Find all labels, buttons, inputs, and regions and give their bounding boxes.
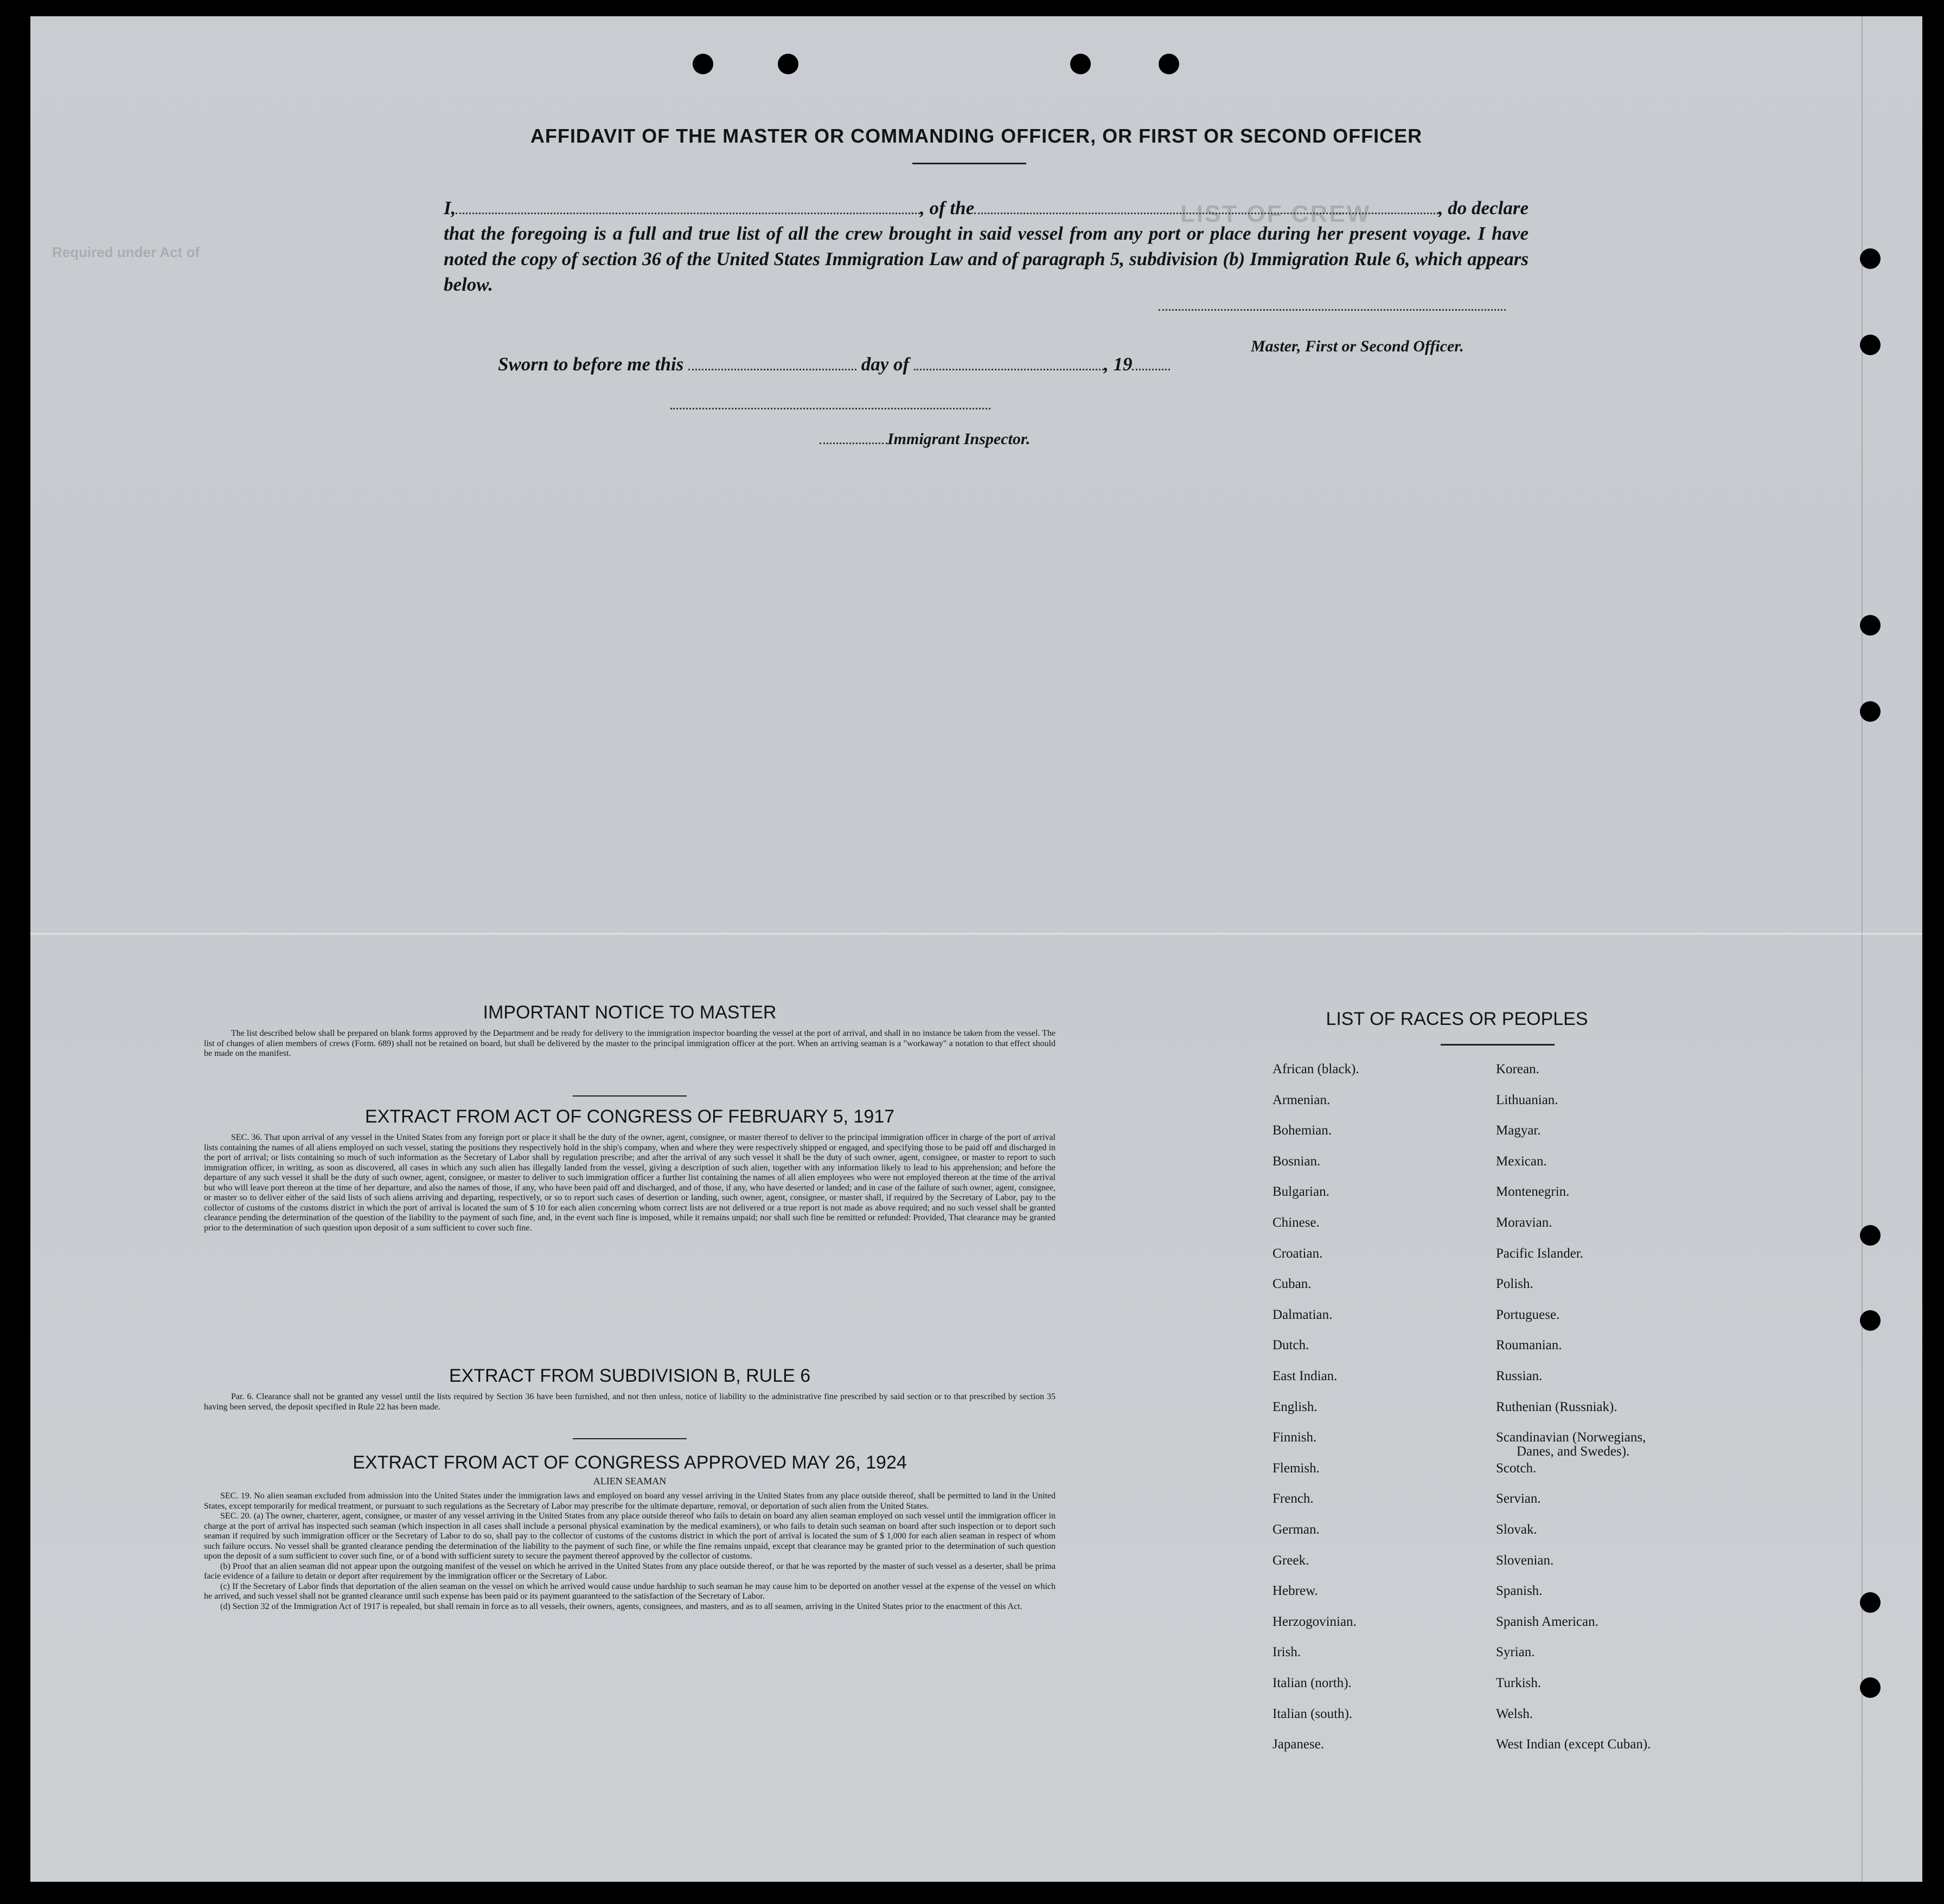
binder-hole bbox=[1860, 615, 1881, 636]
race-item: East Indian. bbox=[1272, 1369, 1338, 1383]
binder-hole bbox=[1860, 335, 1881, 355]
race-item-continuation: Danes, and Swedes). bbox=[1517, 1444, 1630, 1459]
month-blank[interactable] bbox=[914, 354, 1104, 370]
sworn-label: Sworn to before me this bbox=[498, 354, 684, 375]
inspector-blank[interactable] bbox=[820, 427, 887, 444]
race-item: Mexican. bbox=[1496, 1153, 1547, 1169]
year-blank[interactable] bbox=[1132, 354, 1170, 370]
races-title: LIST OF RACES OR PEOPLES bbox=[1326, 1009, 1588, 1029]
race-item: Herzogovinian. bbox=[1272, 1614, 1357, 1629]
extract-1917-text: SEC. 36. That upon arrival of any vessel in the United States from any foreign port or place it shall be the duty of the owner, agent, consignee, or master thereof to deliver to the principal immigration officer in charge of the port of arrival lists containing the names of all aliens employed on such vessel, stating the positions they respectively hold in the ship's company, when and where they were respectively shipped or engaged, and specifying those to be paid off and discharged in the port of arrival; or lists containing so much of such information as the Secretary of Labor shall by regulation prescribe; and after the arrival of any such vessel it shall be the duty of such owner, agent, consignee, or master to report to such immigration officer, in writing, as soon as discovered, all cases in which any such alien has illegally landed from the vessel, giving a description of such alien, together with any information likely to lead to his apprehension; and before the departure of any such vessel it shall be the duty of such owner, agent, consignee, or master to deliver to such immigration officer a further list containing the names of all alien employees who were not employed thereon at the time of the arrival but who will leave port thereon at the time of her departure, and also the names of those, if any, who have been paid off and discharged, and of those, if any, who have deserted or landed; and in case of the failure of such owner, agent, consignee, or master so to deliver either of the said lists of such aliens arriving and departing, respectively, or so to report such cases of desertion or landing, such owner, agent, consignee, or master shall, if required by the Secretary of Labor, pay to the collector of customs of the customs district in which the port of arrival is located the sum of $ 10 for each alien concerning whom correct lists are not delivered or a true report is not made as above required; and no such vessel shall be granted clearance pending the determination of the question of the liability to the payment of such fine, and, in the event such fine is imposed, while it remains unpaid; nor shall such fine be remitted or refunded: Provided, That clearance may be granted prior to the determination of such question upon deposit of a sum sufficient to cover such fine. bbox=[204, 1133, 1056, 1233]
sec-20c-text: (c) If the Secretary of Labor finds that deportation of the alien seaman on the vessel on which he arrived would cause undue hardship to such seaman he may cause him to be deported on another vessel at the expense of the vessel on which he arrived, and such vessel shall not be granted clearance until such expense has been paid or its payment guaranteed to the satisfaction of the Secretary of Labor. bbox=[204, 1581, 1056, 1601]
race-item: Flemish. bbox=[1272, 1460, 1320, 1476]
race-item: Dutch. bbox=[1272, 1338, 1309, 1353]
race-item: English. bbox=[1272, 1399, 1318, 1414]
race-item: Slovak. bbox=[1496, 1522, 1537, 1537]
binder-hole bbox=[1070, 54, 1091, 74]
binder-hole bbox=[778, 54, 798, 74]
extract-rule6-section bbox=[204, 1366, 1056, 1412]
race-item: Greek. bbox=[1272, 1553, 1309, 1568]
inspector-label: Immigrant Inspector. bbox=[887, 430, 1031, 448]
binder-hole bbox=[1860, 1310, 1881, 1331]
race-item: Spanish. bbox=[1496, 1584, 1543, 1599]
race-item: Korean. bbox=[1496, 1062, 1539, 1076]
affidavit-declaration bbox=[444, 195, 1529, 297]
declaration-text: that the foregoing is a full and true list of all the crew brought in said vessel from any port or place during her present voyage. I have noted the copy of section 36 of the United States Immigration Law and of paragraph 5, subdivision (b) Immigration Rule 6, which appears below. bbox=[444, 223, 1529, 295]
race-item: Roumanian. bbox=[1496, 1338, 1562, 1353]
race-item: Russian. bbox=[1496, 1369, 1543, 1383]
sec-20a-text: SEC. 20. (a) The owner, charterer, agent, consignee, or master of any vessel arriving in the United States from any place outside thereof who fails to detain on board any alien seaman employed on such vessel until the immigration officer in charge at the port of arrival has inspected such seaman (which inspection in all cases shall include a personal physical examination by the medical examiners), or who fails to detain such seaman on board after such inspection or to deport such seaman if required by such immigration officer or the Secretary of Labor to do so, shall pay to the collector of customs of the customs district in which the port of arrival is located the sum of $ 1,000 for each alien seaman in respect of whom such failure occurs. No vessel shall be granted clearance pending the determination of the liability to the payment of such fine, or while the fine remains unpaid, except that clearance may be granted prior to the determination of such question upon the deposit of a sum sufficient to cover such fine, or of a bond with sufficient surety to secure the payment thereof approved by the collector of customs. bbox=[204, 1511, 1056, 1561]
race-item: Cuban. bbox=[1272, 1277, 1312, 1292]
race-item: Montenegrin. bbox=[1496, 1184, 1570, 1200]
extract-1924-section bbox=[204, 1452, 1056, 1612]
binder-hole bbox=[693, 54, 713, 74]
race-item: French. bbox=[1272, 1491, 1314, 1506]
race-item: Moravian. bbox=[1496, 1215, 1552, 1230]
race-item: Italian (south). bbox=[1272, 1706, 1353, 1721]
race-item: Ruthenian (Russniak). bbox=[1496, 1399, 1617, 1414]
binder-hole bbox=[1860, 248, 1881, 269]
race-item: Italian (north). bbox=[1272, 1676, 1352, 1690]
race-item: Finnish. bbox=[1272, 1430, 1317, 1445]
binder-hole bbox=[1860, 1592, 1881, 1613]
day-of-label: day of bbox=[861, 354, 910, 375]
affidavit-title: AFFIDAVIT OF THE MASTER OR COMMANDING OFFICER, OR FIRST OR SECOND OFFICER bbox=[530, 125, 1423, 147]
inspector-signature-line[interactable] bbox=[670, 408, 990, 409]
of-the-label: , of the bbox=[920, 197, 975, 219]
binder-hole bbox=[1860, 1225, 1881, 1246]
race-item: Bosnian. bbox=[1272, 1153, 1321, 1169]
race-item: Portuguese. bbox=[1496, 1307, 1560, 1322]
race-item: Servian. bbox=[1496, 1491, 1541, 1506]
race-item: Polish. bbox=[1496, 1277, 1533, 1292]
declaration-first-line bbox=[444, 195, 1529, 221]
extract-1924-title: EXTRACT FROM ACT OF CONGRESS APPROVED MAY 26, 1924 bbox=[353, 1452, 907, 1473]
sec-19-text: SEC. 19. No alien seaman excluded from admission into the United States under the immigration laws and employed on board any vessel arriving in the United States from any place outside thereof, shall be permitted to land in the United States, except temporarily for medical treatment, or pursuant to such regulations as the Secretary of Labor may prescribe for the ultimate departure, removal, or deportation of such alien from the United States. bbox=[204, 1491, 1056, 1511]
show-through-text: LIST OF CREW bbox=[1180, 201, 1371, 227]
fold-line bbox=[30, 933, 1922, 935]
race-item: Hebrew. bbox=[1272, 1584, 1318, 1599]
race-item: Croatian. bbox=[1272, 1246, 1323, 1261]
race-item: Armenian. bbox=[1272, 1092, 1331, 1107]
signature-label: Master, First or Second Officer. bbox=[1251, 337, 1464, 355]
race-item: German. bbox=[1272, 1522, 1320, 1537]
i-label: I, bbox=[444, 197, 456, 219]
name-blank[interactable] bbox=[456, 197, 920, 214]
show-through-text: Required under Act of bbox=[52, 244, 200, 260]
year-label: , 19 bbox=[1103, 354, 1133, 375]
race-item: Spanish American. bbox=[1496, 1614, 1598, 1629]
document-sheet bbox=[30, 16, 1922, 1882]
binder-hole bbox=[1159, 54, 1179, 74]
notice-title: IMPORTANT NOTICE TO MASTER bbox=[483, 1002, 777, 1023]
signature-line[interactable] bbox=[1159, 309, 1506, 311]
notice-section bbox=[204, 1002, 1056, 1059]
section-rule bbox=[573, 1438, 687, 1439]
binder-hole bbox=[1860, 701, 1881, 722]
notice-text: The list described below shall be prepared on blank forms approved by the Department and be ready for delivery to the immigration inspector boarding the vessel at the port of arrival, and shall in no instance be taken from the vessel. The list of changes of alien members of crews (Form. 689) shall not be retained on board, but shall be delivered by the master to the principal immigration officer at the port. When an arriving seaman is a "workaway" a notation to that effect should be made on the manifest. bbox=[204, 1029, 1056, 1058]
race-item: Japanese. bbox=[1272, 1737, 1325, 1752]
extract-1924-subtitle: ALIEN SEAMAN bbox=[593, 1476, 667, 1486]
extract-rule6-text: Par. 6. Clearance shall not be granted any vessel until the lists required by Section 36 have been furnished, and not then unless, notice of liability to the administrative fine prescribed by said section or to that prescribed by section 35 having been served, the deposit specified in Rule 22 has been made. bbox=[204, 1392, 1056, 1412]
race-item: West Indian (except Cuban). bbox=[1496, 1737, 1651, 1752]
races-rule bbox=[1441, 1044, 1555, 1046]
race-item: Bulgarian. bbox=[1272, 1184, 1329, 1200]
race-item: Slovenian. bbox=[1496, 1553, 1554, 1568]
race-item: Lithuanian. bbox=[1496, 1092, 1558, 1107]
race-item: Turkish. bbox=[1496, 1676, 1542, 1690]
race-item: Chinese. bbox=[1272, 1215, 1320, 1230]
race-item: Scotch. bbox=[1496, 1460, 1537, 1476]
race-item: Irish. bbox=[1272, 1645, 1301, 1660]
race-item: Pacific Islander. bbox=[1496, 1246, 1584, 1261]
inspector-line bbox=[820, 427, 1030, 448]
extract-1917-section bbox=[204, 1106, 1056, 1233]
extract-1917-title: EXTRACT FROM ACT OF CONGRESS OF FEBRUARY 5, 1917 bbox=[364, 1106, 895, 1127]
sec-20b-text: (b) Proof that an alien seaman did not appear upon the outgoing manifest of the vessel on which he arrived in the United States from any place outside thereof, or that he was reported by the master of such vessel as a deserter, shall be prima facie evidence of a failure to detain or deport after requirement by the immigration officer or the Secretary of Labor. bbox=[204, 1561, 1056, 1581]
race-item: Syrian. bbox=[1496, 1645, 1535, 1660]
section-rule bbox=[573, 1095, 687, 1097]
day-blank[interactable] bbox=[688, 354, 856, 370]
binder-hole bbox=[1860, 1677, 1881, 1698]
extract-rule6-title: EXTRACT FROM SUBDIVISION B, RULE 6 bbox=[449, 1366, 811, 1386]
title-rule bbox=[912, 163, 1026, 164]
race-item: African (black). bbox=[1272, 1062, 1359, 1076]
race-item: Bohemian. bbox=[1272, 1123, 1332, 1138]
sec-20d-text: (d) Section 32 of the Immigration Act of 1917 is repealed, but shall remain in force as to all vessels, their owners, agents, consignees, and masters, and as to all seamen, arriving in the United States prior to the enactment of this Act. bbox=[220, 1601, 1022, 1611]
vessel-blank[interactable] bbox=[974, 197, 1438, 214]
race-item: Scandinavian (Norwegians, bbox=[1496, 1430, 1646, 1445]
race-item: Magyar. bbox=[1496, 1123, 1541, 1138]
race-item: Dalmatian. bbox=[1272, 1307, 1333, 1322]
race-item: Welsh. bbox=[1496, 1706, 1533, 1721]
sworn-line bbox=[498, 354, 1170, 375]
do-declare-label: , do declare bbox=[1438, 197, 1529, 219]
